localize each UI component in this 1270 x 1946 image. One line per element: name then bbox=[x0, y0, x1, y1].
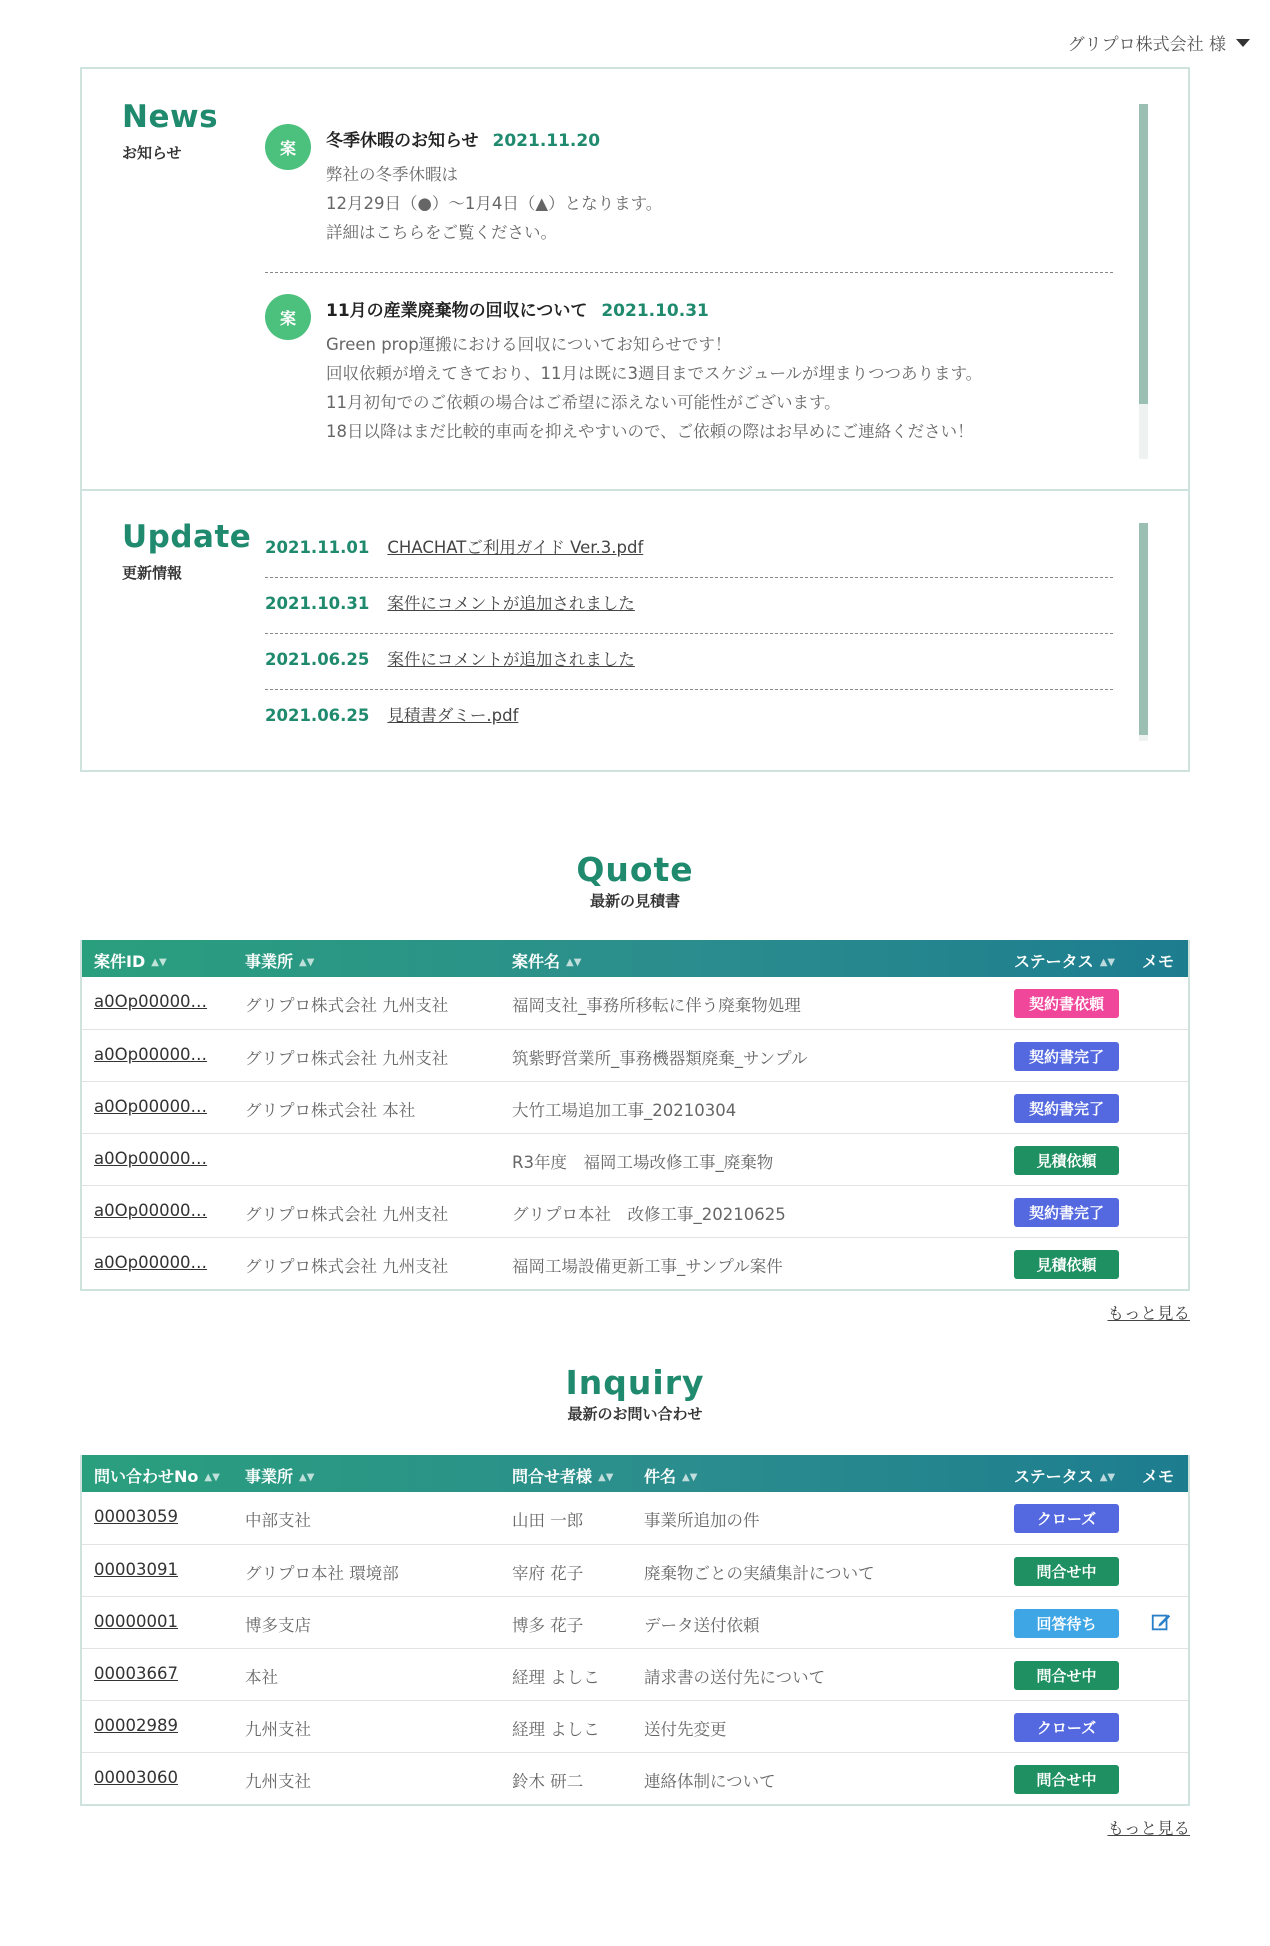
news-item-title-text: 冬季休暇のお知らせ bbox=[326, 131, 479, 151]
news-divider bbox=[265, 272, 1113, 273]
inquiry-no-link[interactable]: 00003091 bbox=[94, 1560, 178, 1579]
inquiry-no-link[interactable]: 00003059 bbox=[94, 1507, 178, 1526]
quote-office: グリプロ株式会社 九州支社 bbox=[245, 996, 449, 1015]
news-item-body bbox=[326, 330, 982, 446]
sort-arrows-icon[interactable]: ▲▼ bbox=[598, 1472, 614, 1483]
col-header-label: 案件名 bbox=[512, 952, 561, 971]
col-header-office[interactable] bbox=[245, 949, 314, 972]
sort-arrows-icon[interactable]: ▲▼ bbox=[299, 1472, 315, 1483]
inquiry-no-link[interactable]: 00003667 bbox=[94, 1664, 178, 1683]
quote-name: 筑紫野営業所_事務機器類廃棄_サンプル bbox=[512, 1049, 808, 1068]
status-badge: 問合せ中 bbox=[1014, 1661, 1119, 1690]
update-divider bbox=[265, 633, 1113, 634]
quote-office: グリプロ株式会社 九州支社 bbox=[245, 1049, 449, 1068]
quote-id-link[interactable]: a0Op00000… bbox=[94, 992, 208, 1011]
col-header-label: 件名 bbox=[644, 1467, 677, 1486]
update-subtitle: 更新情報 bbox=[122, 564, 183, 582]
inquiry-person: 山田 一郎 bbox=[512, 1511, 584, 1530]
quote-id-link[interactable]: a0Op00000… bbox=[94, 1253, 208, 1272]
inquiry-person: 博多 花子 bbox=[512, 1616, 584, 1635]
news-item-title-text: 11月の産業廃棄物の回収について bbox=[326, 301, 588, 321]
inquiry-table-header bbox=[82, 1455, 1188, 1492]
table-row[interactable] bbox=[82, 1544, 1188, 1596]
inquiry-person: 経理 よしこ bbox=[512, 1668, 600, 1687]
news-item-date: 2021.11.20 bbox=[492, 131, 601, 151]
col-header-memo: メモ bbox=[1142, 1467, 1175, 1486]
table-row[interactable] bbox=[82, 1029, 1188, 1081]
quote-office: グリプロ株式会社 九州支社 bbox=[245, 1205, 449, 1224]
col-header-subject[interactable] bbox=[644, 1464, 697, 1487]
update-title: Update bbox=[122, 519, 252, 555]
update-date: 2021.10.31 bbox=[265, 594, 370, 613]
quote-id-link[interactable]: a0Op00000… bbox=[94, 1045, 208, 1064]
table-row[interactable] bbox=[82, 1492, 1188, 1544]
edit-note-icon[interactable] bbox=[1150, 1611, 1172, 1633]
col-header-status[interactable] bbox=[1014, 1464, 1115, 1487]
status-badge: クローズ bbox=[1014, 1713, 1119, 1742]
news-badge: 案 bbox=[265, 294, 311, 340]
inquiry-person: 経理 よしこ bbox=[512, 1720, 600, 1739]
sort-arrows-icon[interactable]: ▲▼ bbox=[151, 957, 167, 968]
quote-id-link[interactable]: a0Op00000… bbox=[94, 1201, 208, 1220]
update-item bbox=[265, 534, 1113, 558]
quote-table bbox=[80, 940, 1190, 1291]
quote-name: R3年度 福岡工場改修工事_廃棄物 bbox=[512, 1153, 774, 1172]
inquiry-subject: 連絡体制について bbox=[644, 1772, 776, 1791]
quote-office: グリプロ株式会社 本社 bbox=[245, 1101, 416, 1120]
inquiry-no-link[interactable]: 00002989 bbox=[94, 1716, 178, 1735]
status-badge: 問合せ中 bbox=[1014, 1557, 1119, 1586]
update-divider bbox=[265, 689, 1113, 690]
inquiry-subject: 廃棄物ごとの実績集計について bbox=[644, 1564, 875, 1583]
col-header-person[interactable] bbox=[512, 1464, 613, 1487]
update-link[interactable]: 案件にコメントが追加されました bbox=[387, 650, 635, 669]
update-item bbox=[265, 646, 1113, 670]
col-header-status[interactable] bbox=[1014, 949, 1115, 972]
news-subtitle: お知らせ bbox=[122, 144, 182, 162]
info-box bbox=[80, 67, 1190, 772]
col-header-label: ステータス bbox=[1014, 1467, 1094, 1486]
update-divider bbox=[265, 577, 1113, 578]
news-item-line: 11月初旬でのご依頼の場合はご希望に添えない可能性がございます。 bbox=[326, 393, 841, 412]
status-badge: 契約書完了 bbox=[1014, 1042, 1119, 1071]
inquiry-subject: 事業所追加の件 bbox=[644, 1511, 760, 1530]
news-scrollbar[interactable] bbox=[1139, 104, 1148, 459]
quote-name: 福岡支社_事務所移転に伴う廃棄物処理 bbox=[512, 996, 801, 1015]
table-row[interactable] bbox=[82, 1596, 1188, 1648]
quote-table-body bbox=[82, 977, 1188, 1289]
sort-arrows-icon[interactable]: ▲▼ bbox=[1099, 957, 1116, 968]
status-badge: 回答待ち bbox=[1014, 1609, 1119, 1638]
col-header-label: 事業所 bbox=[245, 1467, 294, 1486]
quote-name: 福岡工場設備更新工事_サンプル案件 bbox=[512, 1257, 783, 1276]
news-item-title bbox=[326, 296, 709, 321]
table-row[interactable] bbox=[82, 977, 1188, 1029]
quote-name: 大竹工場追加工事_20210304 bbox=[512, 1101, 737, 1120]
quote-table-header bbox=[82, 940, 1188, 977]
update-item bbox=[265, 702, 1113, 726]
update-date: 2021.11.01 bbox=[265, 538, 370, 557]
inquiry-table-body bbox=[82, 1492, 1188, 1804]
inquiry-office: 九州支社 bbox=[245, 1772, 311, 1791]
inquiry-subtitle: 最新のお問い合わせ bbox=[567, 1405, 703, 1423]
status-badge: 見積依頼 bbox=[1014, 1250, 1119, 1279]
news-scroll-thumb[interactable] bbox=[1139, 104, 1148, 404]
news-item-line: 12月29日（●）～1月4日（▲）となります。 bbox=[326, 194, 663, 213]
inquiry-person: 鈴木 研二 bbox=[512, 1772, 584, 1791]
col-header-label: 案件ID bbox=[94, 952, 146, 971]
user-name: グリプロ株式会社 様 bbox=[1067, 35, 1226, 55]
update-date: 2021.06.25 bbox=[265, 650, 370, 669]
sort-arrows-icon[interactable]: ▲▼ bbox=[1099, 1472, 1116, 1483]
quote-title: Quote bbox=[576, 850, 694, 889]
inquiry-more-link[interactable]: もっと見る bbox=[1107, 1819, 1190, 1838]
news-item-date: 2021.10.31 bbox=[601, 301, 709, 321]
news-item-line: 18日以降はまだ比較的車両を抑えやすいので、ご依頼の際はお早めにご連絡ください！ bbox=[326, 422, 974, 441]
sort-arrows-icon[interactable]: ▲▼ bbox=[204, 1472, 220, 1483]
status-badge: クローズ bbox=[1014, 1504, 1119, 1533]
inquiry-office: 博多支店 bbox=[245, 1616, 311, 1635]
update-link[interactable]: 見積書ダミー.pdf bbox=[387, 706, 519, 725]
update-link[interactable]: 案件にコメントが追加されました bbox=[387, 594, 635, 613]
quote-office: グリプロ株式会社 九州支社 bbox=[245, 1257, 449, 1276]
sort-arrows-icon[interactable]: ▲▼ bbox=[682, 1472, 698, 1483]
update-link[interactable]: CHACHATご利用ガイド Ver.3.pdf bbox=[387, 538, 644, 557]
inquiry-office: グリプロ本社 環境部 bbox=[245, 1564, 399, 1583]
col-header-label: 問い合わせNo bbox=[94, 1467, 199, 1486]
sort-arrows-icon[interactable]: ▲▼ bbox=[566, 957, 582, 968]
inquiry-table bbox=[80, 1455, 1190, 1806]
table-row[interactable] bbox=[82, 1648, 1188, 1700]
quote-subtitle: 最新の見積書 bbox=[589, 892, 680, 910]
table-row[interactable] bbox=[82, 1700, 1188, 1752]
news-badge: 案 bbox=[265, 124, 311, 170]
col-header-no[interactable] bbox=[94, 1464, 220, 1487]
inquiry-subject: データ送付依頼 bbox=[644, 1616, 760, 1635]
update-section bbox=[82, 489, 1188, 772]
sort-arrows-icon[interactable]: ▲▼ bbox=[299, 957, 315, 968]
inquiry-person: 宰府 花子 bbox=[512, 1564, 584, 1583]
quote-more-link[interactable]: もっと見る bbox=[1107, 1304, 1190, 1323]
news-item-line: Green prop運搬における回収についてお知らせです！ bbox=[326, 335, 732, 354]
status-badge: 問合せ中 bbox=[1014, 1765, 1119, 1794]
inquiry-subject: 送付先変更 bbox=[644, 1720, 727, 1739]
col-header-memo: メモ bbox=[1142, 952, 1175, 971]
col-header-office[interactable] bbox=[245, 1464, 314, 1487]
news-item-title bbox=[326, 126, 600, 151]
news-section bbox=[82, 69, 1188, 489]
news-item-line: 弊社の冬季休暇は bbox=[326, 165, 458, 184]
update-scroll-thumb[interactable] bbox=[1139, 523, 1148, 735]
inquiry-title: Inquiry bbox=[565, 1363, 705, 1402]
status-badge: 契約書依頼 bbox=[1014, 989, 1119, 1018]
inquiry-no-link[interactable]: 00003060 bbox=[94, 1768, 178, 1787]
table-row[interactable] bbox=[82, 1185, 1188, 1237]
quote-name: グリプロ本社 改修工事_20210625 bbox=[512, 1205, 786, 1224]
caret-down-icon bbox=[1236, 39, 1250, 47]
news-title: News bbox=[122, 99, 219, 135]
quote-id-link[interactable]: a0Op00000… bbox=[94, 1097, 208, 1116]
quote-id-link[interactable]: a0Op00000… bbox=[94, 1149, 208, 1168]
news-item-line: 詳細はこちらをご覧ください。 bbox=[326, 223, 557, 242]
col-header-id[interactable] bbox=[94, 949, 167, 972]
inquiry-office: 中部支社 bbox=[245, 1511, 311, 1530]
table-row[interactable] bbox=[82, 1133, 1188, 1185]
col-header-name[interactable] bbox=[512, 949, 581, 972]
news-item-body bbox=[326, 160, 662, 247]
col-header-label: 問合せ者様 bbox=[512, 1467, 593, 1486]
status-badge: 見積依頼 bbox=[1014, 1146, 1119, 1175]
update-scrollbar[interactable] bbox=[1139, 523, 1148, 741]
user-menu[interactable] bbox=[1068, 30, 1250, 55]
inquiry-no-link[interactable]: 00000001 bbox=[94, 1612, 178, 1631]
col-header-label: ステータス bbox=[1014, 952, 1094, 971]
col-header-label: 事業所 bbox=[245, 952, 294, 971]
inquiry-office: 本社 bbox=[245, 1668, 278, 1687]
news-item-line: 回収依頼が増えてきており、11月は既に3週目までスケジュールが埋まりつつあります。 bbox=[326, 364, 983, 383]
update-date: 2021.06.25 bbox=[265, 706, 370, 725]
update-item bbox=[265, 590, 1113, 614]
table-row[interactable] bbox=[82, 1237, 1188, 1289]
status-badge: 契約書完了 bbox=[1014, 1198, 1119, 1227]
inquiry-office: 九州支社 bbox=[245, 1720, 311, 1739]
table-row[interactable] bbox=[82, 1081, 1188, 1133]
status-badge: 契約書完了 bbox=[1014, 1094, 1119, 1123]
table-row[interactable] bbox=[82, 1752, 1188, 1804]
inquiry-subject: 請求書の送付先について bbox=[644, 1668, 826, 1687]
